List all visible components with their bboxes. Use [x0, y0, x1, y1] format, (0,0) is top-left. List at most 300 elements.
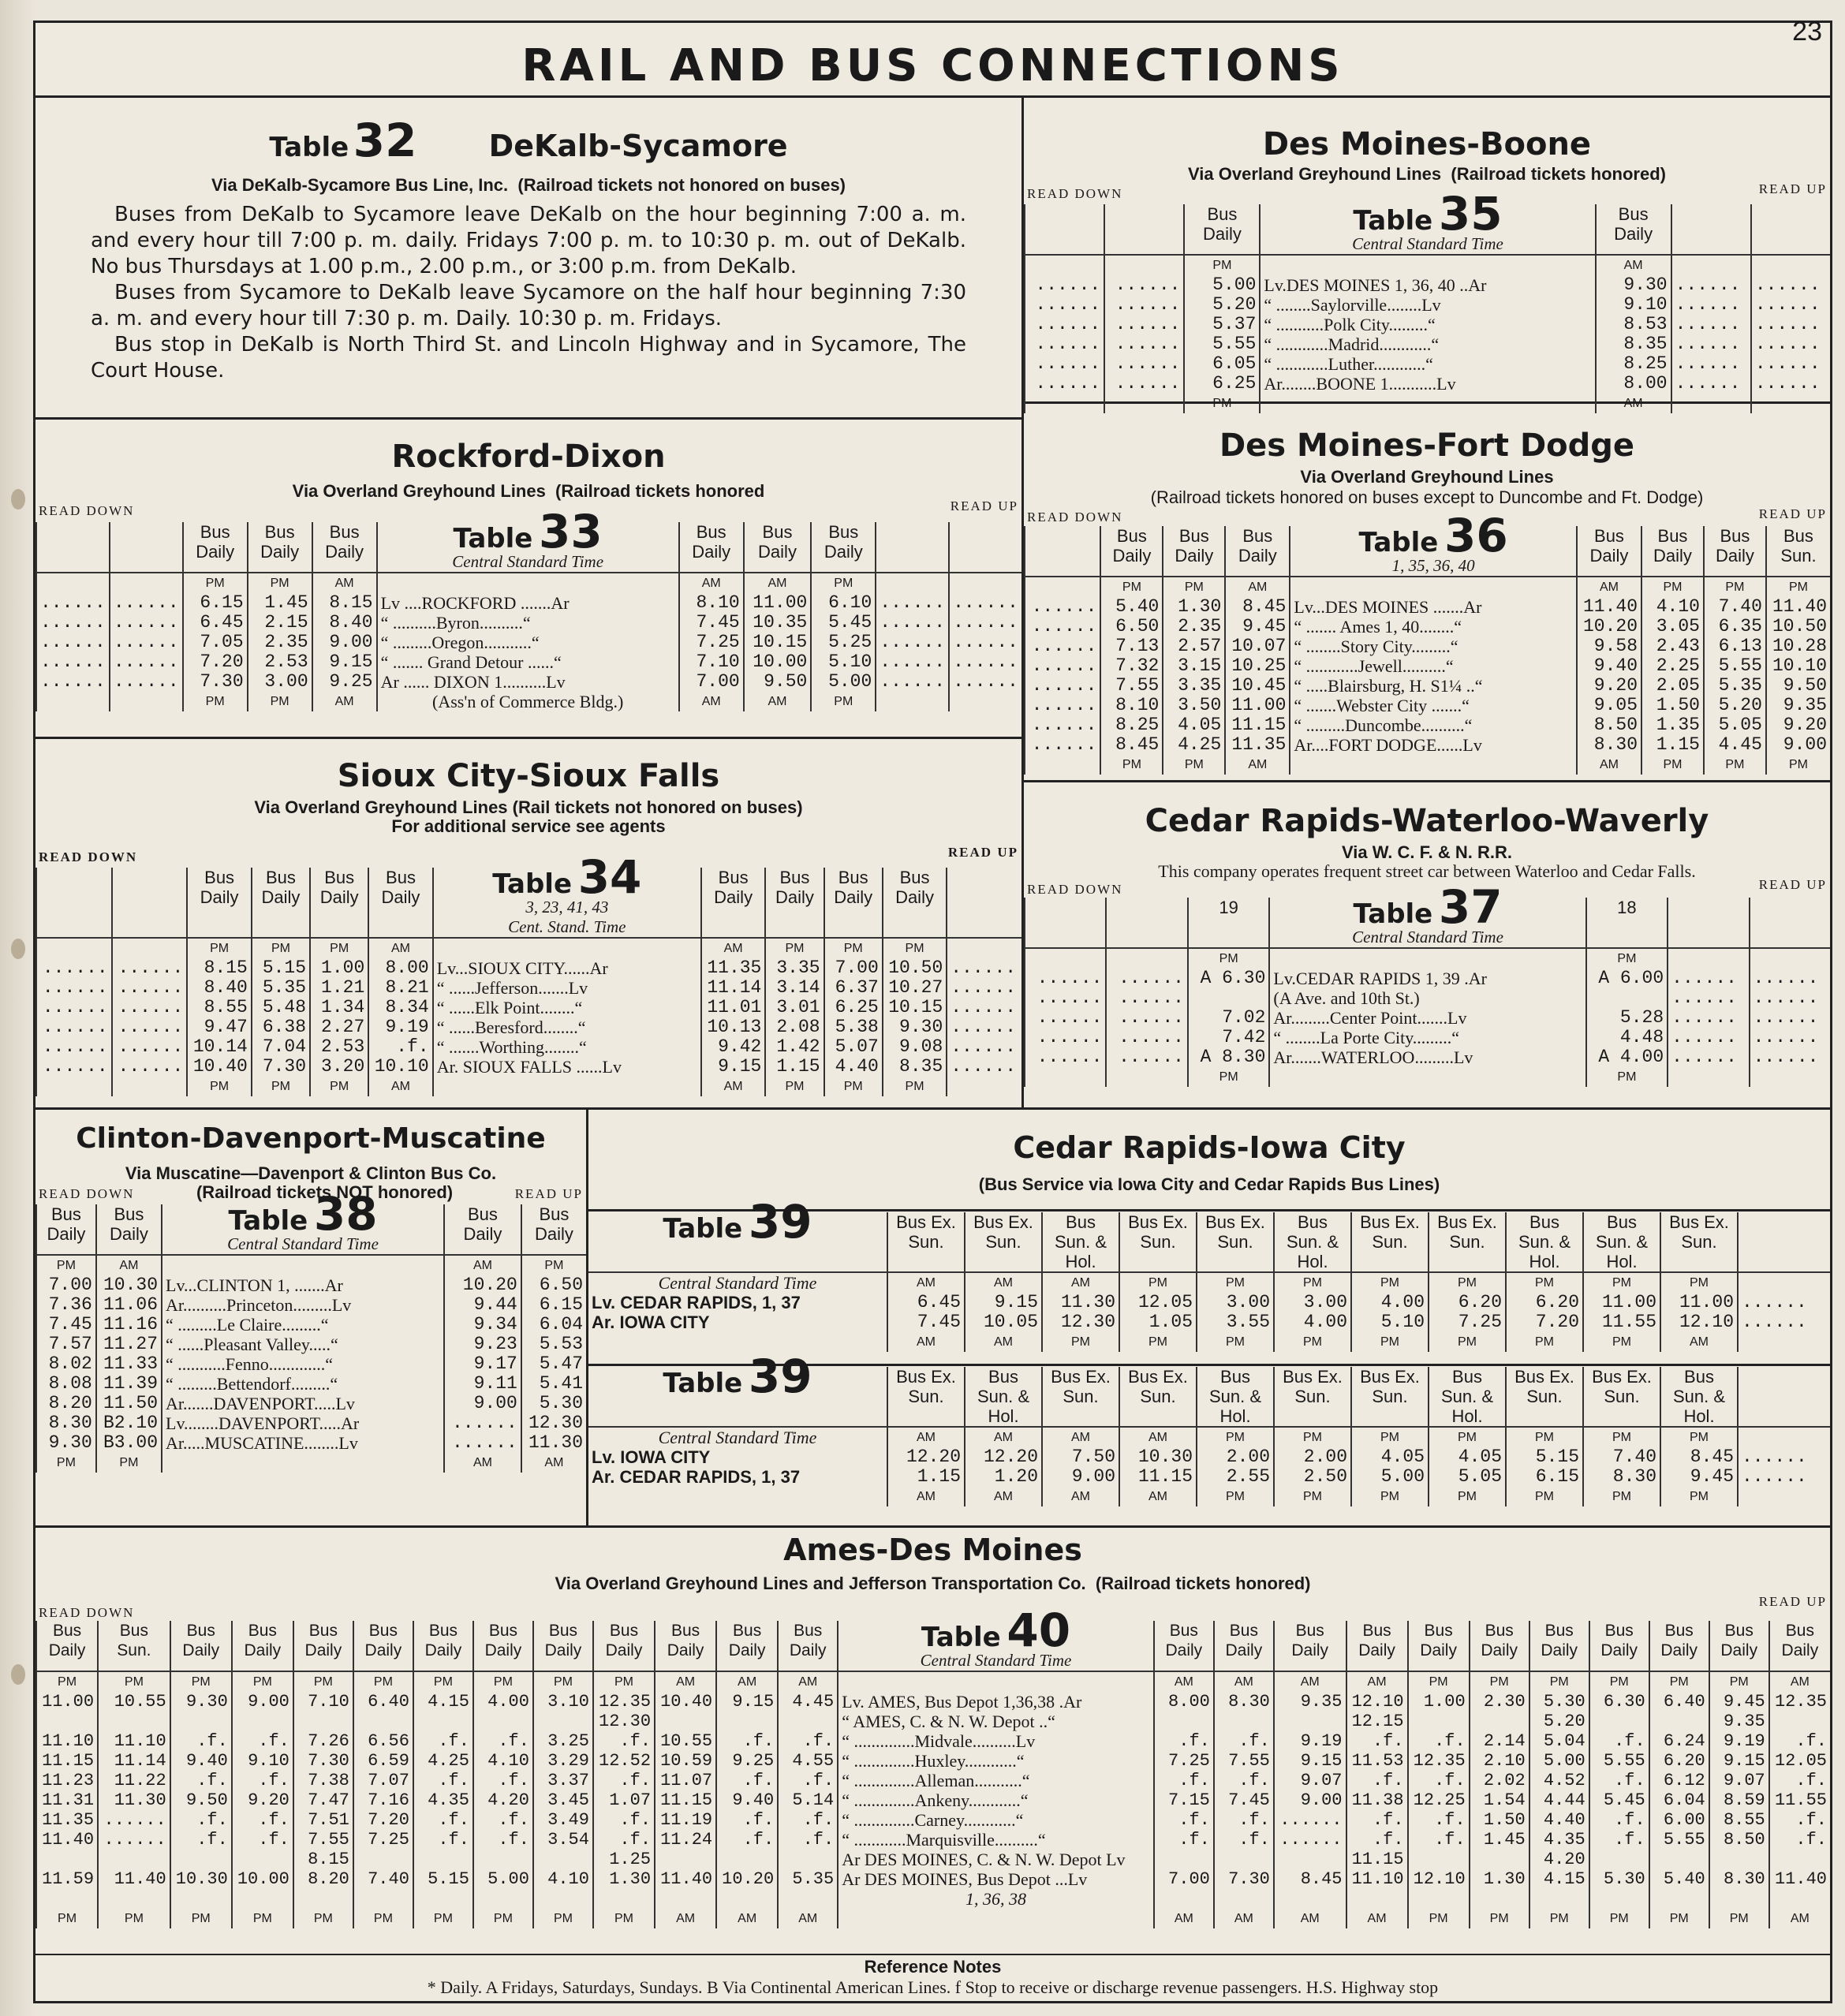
time-cell: 4.48: [1586, 1028, 1668, 1047]
ampm-marker: AM: [444, 1255, 521, 1275]
header-row: [1025, 204, 1830, 255]
table-row: [36, 1057, 1021, 1077]
time-cell: 10.10: [1766, 656, 1830, 676]
dot-leader-cell: ......: [1106, 1008, 1187, 1028]
ampm-marker: PM: [473, 1671, 533, 1692]
time-cell: 1.30: [1163, 597, 1225, 617]
time-cell: 7.45: [36, 1315, 96, 1335]
time-cell: 9.30: [36, 1433, 96, 1453]
time-cell: 5.25: [811, 633, 876, 652]
time-cell: 8.55: [187, 998, 251, 1017]
time-cell: 1.00: [1408, 1692, 1470, 1712]
dot-leader-cell: ......: [1025, 617, 1100, 637]
ampm-row-top: [588, 1427, 1830, 1447]
time-cell: 5.05: [1429, 1467, 1506, 1487]
time-cell: 8.34: [368, 998, 432, 1017]
time-cell: 12.10: [1408, 1869, 1470, 1889]
ampm-marker: PM: [248, 573, 312, 593]
table-subtitle: 3, 23, 41, 43: [525, 898, 609, 917]
time-cell: .f.: [473, 1731, 533, 1751]
table-row: [36, 672, 1021, 692]
time-cell: 11.06: [96, 1295, 162, 1315]
time-cell: 5.00: [1529, 1751, 1589, 1771]
column-header: Bus Sun. & Hol.: [1429, 1367, 1506, 1427]
time-cell: 6.04: [1649, 1790, 1709, 1810]
time-cell: 11.00: [36, 1692, 98, 1712]
time-cell: 1.20: [965, 1467, 1042, 1487]
time-cell: 4.00: [1274, 1312, 1351, 1332]
dot-leader-cell: ......: [876, 652, 949, 672]
table-32-panel: [35, 98, 1021, 417]
route-title: Sioux City-Sioux Falls: [337, 758, 720, 794]
time-cell: 6.25: [824, 998, 883, 1017]
table-row: [36, 1790, 1830, 1810]
station-name: “ ..............Huxley............“: [838, 1751, 1154, 1771]
time-cell: [293, 1712, 353, 1731]
reference-notes-text: * Daily. A Fridays, Saturdays, Sundays. B Via Continental American Lines. f Stop to receive or discharge revenue passengers. H.S. Highway stop: [427, 1977, 1439, 1997]
ampm-marker: PM: [36, 1453, 96, 1473]
time-cell: ......: [1274, 1830, 1346, 1850]
time-cell: .f.: [778, 1771, 838, 1790]
station-name: Ar.....MUSCATINE........Lv: [162, 1433, 444, 1453]
station-cell: [838, 1671, 1154, 1692]
ampm-marker: PM: [170, 1671, 232, 1692]
time-cell: .f.: [1769, 1731, 1830, 1751]
read-up-label: READ UP: [950, 498, 1018, 513]
table-row: [1025, 969, 1830, 988]
station-name: Ar........BOONE 1...........Lv: [1260, 374, 1595, 394]
time-cell: [1589, 1712, 1649, 1731]
time-cell: 4.55: [778, 1751, 838, 1771]
time-cell: 8.30: [36, 1413, 96, 1433]
time-cell: 3.54: [533, 1830, 593, 1850]
dot-leader-cell: ......: [1025, 988, 1106, 1008]
table-number: 40: [1007, 1603, 1071, 1657]
time-cell: 4.45: [1704, 735, 1766, 755]
time-cell: 11.00: [1583, 1293, 1660, 1312]
time-cell: 11.31: [36, 1790, 98, 1810]
dot-leader-cell: ......: [1025, 597, 1100, 617]
time-cell: 10.30: [96, 1275, 162, 1295]
time-cell: [533, 1712, 593, 1731]
column-header: Bus Daily: [1346, 1621, 1408, 1671]
blank-cell: [1025, 948, 1106, 969]
column-header: Bus Ex. Sun.: [1429, 1212, 1506, 1272]
station-name: “ ..............Midvale..........Lv: [838, 1731, 1154, 1751]
read-up-label: READ UP: [1758, 1594, 1827, 1609]
dot-leader-cell: ......: [36, 958, 112, 978]
blank-cell: [1274, 1889, 1346, 1909]
ampm-marker: PM: [765, 938, 824, 958]
table-subtitle: 1, 35, 36, 40: [1391, 556, 1475, 575]
time-cell: [36, 1850, 98, 1869]
time-cell: 10.45: [1225, 676, 1290, 696]
dot-leader-cell: ......: [1106, 1047, 1187, 1067]
blank-cell: [1649, 1889, 1709, 1909]
time-cell: 10.00: [232, 1869, 293, 1889]
ampm-marker: PM: [811, 573, 876, 593]
dot-leader-cell: ......: [110, 593, 183, 613]
time-cell: 5.30: [1529, 1692, 1589, 1712]
route-title: Clinton-Davenport-Muscatine: [76, 1122, 546, 1155]
time-cell: 5.37: [1184, 315, 1260, 334]
ampm-marker: PM: [1660, 1427, 1738, 1447]
via-text: Via Muscatine—Davenport & Clinton Bus Co.: [125, 1163, 497, 1183]
binding-hole: [11, 939, 25, 959]
time-cell: 1.00: [310, 958, 368, 978]
time-cell: 9.15: [1274, 1751, 1346, 1771]
time-cell: .f.: [1346, 1771, 1408, 1790]
column-header: Bus Daily: [444, 1204, 521, 1255]
time-cell: 11.40: [655, 1869, 716, 1889]
dot-leader-cell: ......: [949, 672, 1021, 692]
column-header: Bus Daily: [187, 868, 251, 938]
station-name: Ar. SIOUX FALLS ......Lv: [433, 1057, 701, 1077]
ampm-row-bottom: [36, 1077, 1021, 1096]
time-cell: 7.10: [679, 652, 744, 672]
table-39-panel: [588, 1110, 1830, 1525]
header-row: [36, 868, 1021, 938]
dot-leader-cell: ......: [1738, 1293, 1830, 1312]
time-cell: 1.45: [1470, 1830, 1529, 1850]
time-cell: 5.10: [1351, 1312, 1429, 1332]
time-cell: 6.30: [1589, 1692, 1649, 1712]
ampm-marker: AM: [1346, 1671, 1408, 1692]
time-cell: 6.59: [353, 1751, 413, 1771]
time-cell: 3.29: [533, 1751, 593, 1771]
time-cell: 1.15: [765, 1057, 824, 1077]
blank-cell: [36, 1077, 112, 1096]
column-header: Bus Daily: [883, 868, 947, 938]
time-cell: 8.50: [1709, 1830, 1769, 1850]
time-cell: 10.50: [1766, 617, 1830, 637]
time-cell: 3.49: [533, 1810, 593, 1830]
time-cell: 11.01: [701, 998, 765, 1017]
time-cell: 8.00: [1596, 374, 1671, 394]
dot-leader-cell: ......: [36, 1037, 112, 1057]
time-cell: 6.25: [1184, 374, 1260, 394]
time-cell: 11.15: [655, 1790, 716, 1810]
time-cell: 3.50: [1163, 696, 1225, 715]
ampm-marker: PM: [1197, 1487, 1274, 1506]
time-cell: 11.59: [36, 1869, 98, 1889]
blank-cell: [413, 1889, 473, 1909]
time-cell: 5.47: [521, 1354, 586, 1374]
time-cell: [1589, 1850, 1649, 1869]
time-cell: 9.08: [883, 1037, 947, 1057]
ampm-marker: AM: [1119, 1427, 1197, 1447]
time-cell: 11.23: [36, 1771, 98, 1790]
ampm-marker: PM: [1641, 755, 1704, 775]
time-zone-label: Central Standard Time: [920, 1651, 1072, 1670]
dot-leader-cell: ......: [36, 613, 110, 633]
dot-leader-cell: ......: [1668, 1047, 1749, 1067]
ampm-marker: AM: [965, 1487, 1042, 1506]
time-cell: 9.47: [187, 1017, 251, 1037]
time-cell: .f.: [778, 1810, 838, 1830]
station-name: Lv...CLINTON 1, .......Ar: [162, 1275, 444, 1295]
blank-cell: [533, 1889, 593, 1909]
column-header: Bus Daily: [1641, 526, 1704, 577]
ampm-marker: PM: [1506, 1427, 1583, 1447]
time-cell: 12.52: [593, 1751, 655, 1771]
time-cell: 7.00: [824, 958, 883, 978]
blank-cell: [1769, 1889, 1830, 1909]
station-name: “ ........Saylorville........Lv: [1260, 295, 1595, 315]
time-cell: 3.15: [1163, 656, 1225, 676]
column-header: Bus Sun. & Hol.: [1274, 1212, 1351, 1272]
time-cell: 10.40: [187, 1057, 251, 1077]
ampm-marker: PM: [1163, 577, 1225, 597]
header-row: [1025, 898, 1830, 948]
dot-leader-cell: ......: [36, 633, 110, 652]
time-cell: 10.15: [883, 998, 947, 1017]
time-cell: 8.15: [293, 1850, 353, 1869]
time-cell: 10.35: [744, 613, 812, 633]
time-cell: 9.30: [883, 1017, 947, 1037]
time-zone-label: Central Standard Time: [1352, 928, 1503, 946]
time-cell: 11.07: [655, 1771, 716, 1790]
time-cell: 2.02: [1470, 1771, 1529, 1790]
ampm-marker: PM: [1649, 1909, 1709, 1928]
time-cell: 11.10: [98, 1731, 170, 1751]
route-title: DeKalb-Sycamore: [488, 129, 788, 163]
time-cell: 6.20: [1649, 1751, 1709, 1771]
time-cell: [1470, 1850, 1529, 1869]
dot-leader-cell: ......: [36, 1057, 112, 1077]
time-cell: 10.10: [368, 1057, 432, 1077]
column-header: Bus Ex. Sun.: [1506, 1367, 1583, 1427]
time-cell: .f.: [1589, 1731, 1649, 1751]
time-cell: 9.50: [744, 672, 812, 692]
table-heading: [592, 1195, 883, 1249]
time-cell: 12.25: [1408, 1790, 1470, 1810]
ampm-marker: AM: [1214, 1909, 1274, 1928]
time-cell: 9.35: [1766, 696, 1830, 715]
blank-column-header: [1668, 898, 1749, 948]
dot-leader-cell: ......: [947, 978, 1021, 998]
time-cell: 2.30: [1470, 1692, 1529, 1712]
time-cell: 9.00: [444, 1394, 521, 1413]
time-cell: 8.25: [1596, 354, 1671, 374]
station-name: “ ..........Byron..........“: [377, 613, 679, 633]
table-35-panel: [1024, 98, 1830, 410]
dot-leader-cell: ......: [1750, 1008, 1830, 1028]
time-cell: .f.: [473, 1810, 533, 1830]
table-row: [36, 978, 1021, 998]
ampm-marker: PM: [96, 1453, 162, 1473]
time-cell: 9.19: [1709, 1731, 1769, 1751]
table-row: [36, 1354, 586, 1374]
time-cell: [413, 1712, 473, 1731]
time-cell: 11.15: [1119, 1467, 1197, 1487]
time-cell: 7.13: [1100, 637, 1163, 656]
via-text: Via Overland Greyhound Lines: [292, 481, 546, 501]
blank-cell: [1346, 1889, 1408, 1909]
station-header: [1290, 509, 1577, 577]
ampm-marker: PM: [1709, 1909, 1769, 1928]
time-cell: 3.01: [765, 998, 824, 1017]
blank-cell: [1589, 1889, 1649, 1909]
blank-cell: [1106, 948, 1187, 969]
blank-cell: [1750, 948, 1830, 969]
ampm-marker: PM: [883, 938, 947, 958]
blank-column-header: [947, 868, 1021, 938]
dot-leader-cell: ......: [1104, 275, 1184, 295]
ampm-marker: PM: [1408, 1671, 1470, 1692]
header-row: [36, 1621, 1830, 1671]
time-cell: ......: [1274, 1810, 1346, 1830]
time-cell: 12.20: [887, 1447, 965, 1467]
time-cell: 2.00: [1197, 1447, 1274, 1467]
time-cell: 7.25: [679, 633, 744, 652]
time-cell: 4.52: [1529, 1771, 1589, 1790]
time-cell: 7.25: [1429, 1312, 1506, 1332]
ampm-marker: PM: [36, 1671, 98, 1692]
time-cell: .f.: [593, 1731, 655, 1751]
dot-leader-cell: ......: [876, 593, 949, 613]
station-name: Ar DES MOINES, C. & N. W. Depot Lv: [838, 1850, 1154, 1869]
ampm-marker: PM: [1704, 577, 1766, 597]
ampm-marker: AM: [1660, 1332, 1738, 1352]
station-name: Lv ....ROCKFORD .......Ar: [377, 593, 679, 613]
time-cell: 4.25: [413, 1751, 473, 1771]
paragraph: Buses from Sycamore to DeKalb leave Sycamore on the half hour beginning 7:30 a. m. and every hour till 7:30 p. m. Daily. 10:30 p. m. Fridays.: [91, 281, 966, 330]
table-number: 39: [748, 1350, 812, 1403]
ampm-marker: PM: [811, 692, 876, 711]
time-cell: 6.04: [521, 1315, 586, 1335]
time-zone-label: Cent. Stand. Time: [508, 917, 626, 936]
time-cell: 6.15: [183, 593, 248, 613]
time-cell: [716, 1850, 778, 1869]
time-cell: 7.40: [1583, 1447, 1660, 1467]
dot-leader-cell: ......: [112, 978, 188, 998]
blank-cell: [1154, 1889, 1214, 1909]
column-header: Bus Daily: [1154, 1621, 1214, 1671]
time-cell: .f.: [1769, 1771, 1830, 1790]
time-cell: 5.05: [1704, 715, 1766, 735]
ampm-marker: PM: [1274, 1427, 1351, 1447]
station-cell: [1269, 948, 1585, 969]
time-cell: 1.15: [887, 1467, 965, 1487]
blank-cell: [293, 1889, 353, 1909]
table-row: [1025, 988, 1830, 1008]
ampm-marker: AM: [368, 938, 432, 958]
ampm-marker: PM: [1589, 1671, 1649, 1692]
ampm-marker: PM: [1583, 1487, 1660, 1506]
time-cell: 9.50: [170, 1790, 232, 1810]
table-label: Table: [1353, 205, 1433, 237]
dot-leader-cell: ......: [36, 978, 112, 998]
ampm-marker: PM: [1429, 1487, 1506, 1506]
time-cell: 11.15: [36, 1751, 98, 1771]
time-cell: 5.45: [811, 613, 876, 633]
via-line: [1024, 164, 1830, 185]
time-cell: 7.00: [679, 672, 744, 692]
via-note: (Railroad tickets NOT honored): [196, 1182, 454, 1202]
ampm-row-top: [588, 1272, 1830, 1293]
time-cell: 9.00: [232, 1692, 293, 1712]
time-cell: 7.32: [1100, 656, 1163, 676]
ampm-row-bottom: [1025, 755, 1830, 775]
table-label: Table: [921, 1622, 1001, 1653]
time-cell: .f.: [593, 1810, 655, 1830]
ampm-marker: AM: [1274, 1909, 1346, 1928]
time-cell: 11.19: [655, 1810, 716, 1830]
ampm-marker: PM: [593, 1909, 655, 1928]
time-cell: .f.: [1346, 1810, 1408, 1830]
time-cell: 2.27: [310, 1017, 368, 1037]
table-number: 38: [313, 1187, 378, 1241]
ampm-marker: AM: [1769, 1909, 1830, 1928]
station-header: [1269, 880, 1585, 948]
time-cell: 7.00: [1154, 1869, 1214, 1889]
time-cell: 3.00: [1197, 1293, 1274, 1312]
ampm-marker: PM: [252, 1077, 310, 1096]
time-cell: 5.15: [252, 958, 310, 978]
dot-leader-cell: ......: [1106, 988, 1187, 1008]
time-cell: 3.10: [533, 1692, 593, 1712]
ampm-marker: PM: [413, 1909, 473, 1928]
time-cell: 5.40: [1100, 597, 1163, 617]
dot-leader-cell: ......: [876, 633, 949, 652]
station-cell: [1290, 577, 1577, 597]
column-header: Bus Daily: [413, 1621, 473, 1671]
time-cell: 6.20: [1506, 1293, 1583, 1312]
column-header: Bus Sun.: [1766, 526, 1830, 577]
time-cell: 4.20: [1529, 1850, 1589, 1869]
time-cell: 10.30: [1119, 1447, 1197, 1467]
time-cell: 7.02: [1188, 1008, 1269, 1028]
time-cell: .f.: [232, 1771, 293, 1790]
blank-cell: [1470, 1889, 1529, 1909]
time-cell: .f.: [1769, 1810, 1830, 1830]
read-down-label: READ DOWN: [1027, 186, 1123, 201]
ampm-marker: AM: [368, 1077, 432, 1096]
time-cell: .f.: [716, 1830, 778, 1850]
blank-cell: [36, 938, 112, 958]
dot-leader-cell: ......: [1751, 315, 1830, 334]
dot-leader-cell: ......: [947, 1057, 1021, 1077]
time-cell: 12.30: [1042, 1312, 1119, 1332]
ampm-marker: PM: [1429, 1332, 1506, 1352]
ampm-marker: PM: [170, 1909, 232, 1928]
column-header: Bus Ex. Sun.: [1351, 1367, 1429, 1427]
ampm-marker: PM: [1586, 1067, 1668, 1087]
dot-leader-cell: ......: [1025, 1028, 1106, 1047]
table-row: [36, 613, 1021, 633]
blank-cell: [876, 573, 949, 593]
blank-cell: [1025, 255, 1104, 275]
time-cell: 5.40: [1649, 1869, 1709, 1889]
table-number: 33: [539, 505, 603, 558]
dot-leader-cell: ......: [876, 613, 949, 633]
time-cell: .f.: [593, 1830, 655, 1850]
table-row: [1025, 1028, 1830, 1047]
time-cell: 9.20: [1766, 715, 1830, 735]
time-cell: 1.50: [1470, 1810, 1529, 1830]
ampm-marker: AM: [701, 1077, 765, 1096]
table-row: [36, 1394, 586, 1413]
ampm-marker: PM: [1641, 577, 1704, 597]
blank-cell: [1025, 755, 1100, 775]
via-note: (Railroad tickets honored): [1095, 1574, 1311, 1593]
station-name: “ ...........Polk City.........“: [1260, 315, 1595, 334]
table-32-heading: [35, 114, 1021, 167]
time-cell: 8.25: [1100, 715, 1163, 735]
column-header: Bus Daily: [183, 522, 248, 573]
time-cell: .f.: [1154, 1731, 1214, 1751]
